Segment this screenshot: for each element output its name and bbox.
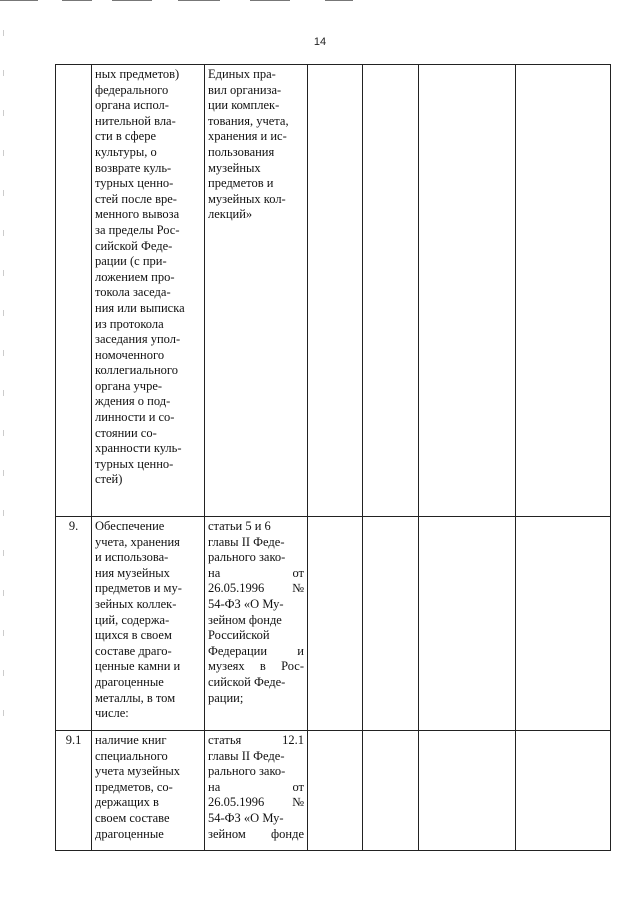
requirement-line: своем составе	[95, 810, 170, 825]
legal-basis-line: музеях в Рос-	[208, 659, 304, 674]
requirement-line: из протокола	[95, 316, 164, 331]
requirement-line: металлы, в том	[95, 690, 176, 705]
empty-cell	[308, 517, 363, 731]
legal-basis-line: ции комплек-	[208, 98, 280, 113]
empty-cell	[419, 517, 516, 731]
requirement-line: токола заседа-	[95, 285, 171, 300]
requirement-line: держащих в	[95, 795, 159, 810]
requirement-line: турных ценно-	[95, 456, 174, 471]
legal-basis-line: лекций»	[208, 207, 253, 222]
legal-basis-line: главы II Феде-	[208, 748, 285, 763]
legal-basis-line: хранения и ис-	[208, 129, 287, 144]
requirement-line: коллегиального	[95, 363, 178, 378]
requirement-line: органа учре-	[95, 378, 163, 393]
requirement-line: менного вывоза	[95, 207, 180, 222]
requirement-line: специального	[95, 748, 168, 763]
legal-basis-line: Российской	[208, 628, 270, 643]
requirement-cell	[92, 65, 205, 517]
requirement-line: учета, хранения	[95, 534, 180, 549]
requirement-line: нительной вла-	[95, 113, 176, 128]
legal-basis-cell	[205, 517, 308, 731]
legal-basis-line: статья 12.1	[208, 733, 304, 747]
empty-cell	[308, 731, 363, 851]
requirement-line: наличие книг	[95, 733, 167, 747]
requirement-line: хранности куль-	[95, 441, 182, 456]
requirement-line: стей)	[95, 472, 123, 487]
legal-basis-line: 54-ФЗ «О Му-	[208, 810, 284, 825]
requirement-cell	[92, 731, 205, 851]
table-row	[56, 517, 611, 731]
scan-left-edge	[3, 30, 4, 730]
row-number: 9.	[56, 517, 92, 731]
requirements-table	[55, 64, 611, 851]
empty-cell	[419, 65, 516, 517]
requirement-line: драгоценные	[95, 826, 164, 841]
requirement-line: ных предметов)	[95, 67, 180, 81]
empty-cell	[363, 65, 419, 517]
requirement-line: учета музейных	[95, 764, 181, 779]
requirement-line: предметов и му-	[95, 581, 182, 596]
legal-basis-line: 26.05.1996 №	[208, 795, 304, 810]
requirement-line: заседания упол-	[95, 332, 181, 347]
requirement-line: сийской Феде-	[95, 238, 173, 253]
requirement-line: за пределы Рос-	[95, 222, 180, 237]
requirement-line: предметов, со-	[95, 779, 173, 794]
legal-basis-line: вил организа-	[208, 82, 282, 97]
legal-basis-line: тования, учета,	[208, 113, 289, 128]
requirement-line: номоченного	[95, 347, 165, 362]
requirement-line: составе драго-	[95, 643, 172, 658]
requirement-line: ждения о под-	[95, 394, 171, 409]
requirement-line: турных ценно-	[95, 176, 174, 191]
row-number: 9.1	[56, 731, 92, 851]
requirement-line: культуры, о	[95, 144, 157, 159]
legal-basis-line: Федерации и	[208, 643, 304, 658]
legal-basis-line: зейном фонде	[208, 826, 304, 841]
empty-cell	[363, 731, 419, 851]
requirement-line: органа испол-	[95, 98, 169, 113]
page-number: 14	[313, 36, 327, 48]
empty-cell	[419, 731, 516, 851]
legal-basis-line: 54-ФЗ «О Му-	[208, 596, 284, 611]
requirement-line: зейных коллек-	[95, 596, 177, 611]
table-row	[56, 731, 611, 851]
legal-basis-line: музейных	[208, 160, 261, 175]
empty-cell	[516, 517, 611, 731]
requirement-line: возврате куль-	[95, 160, 172, 175]
legal-basis-line: зейном фонде	[208, 612, 282, 627]
legal-basis-line: главы II Феде-	[208, 534, 285, 549]
requirement-line: щихся в своем	[95, 628, 172, 643]
legal-basis-line: Единых пра-	[208, 67, 276, 81]
requirement-line: ций, содержа-	[95, 612, 170, 627]
requirement-line: сти в сфере	[95, 129, 156, 144]
requirement-line: стей после вре-	[95, 191, 177, 206]
table-row	[56, 65, 611, 517]
requirement-line: ния музейных	[95, 565, 170, 580]
legal-basis-line: статьи 5 и 6	[208, 519, 271, 533]
requirement-line: ложением про-	[95, 269, 175, 284]
legal-basis-line: 26.05.1996 №	[208, 581, 304, 596]
legal-basis-line: рации;	[208, 690, 244, 705]
requirement-line: числе:	[95, 706, 129, 721]
empty-cell	[516, 731, 611, 851]
empty-cell	[516, 65, 611, 517]
requirement-line: рации (с при-	[95, 254, 167, 269]
legal-basis-line: сийской Феде-	[208, 674, 286, 689]
requirement-line: линности и со-	[95, 410, 175, 425]
legal-basis-line: рального зако-	[208, 764, 286, 779]
scan-edge-marks	[0, 0, 640, 4]
legal-basis-line: на от	[208, 779, 304, 794]
empty-cell	[308, 65, 363, 517]
requirement-line: Обеспечение	[95, 519, 165, 533]
requirement-line: и использова-	[95, 550, 169, 565]
legal-basis-line: на от	[208, 565, 304, 580]
requirement-line: ния или выписка	[95, 300, 185, 315]
requirement-line: ценные камни и	[95, 659, 181, 674]
legal-basis-cell	[205, 731, 308, 851]
requirement-cell	[92, 517, 205, 731]
legal-basis-line: рального зако-	[208, 550, 286, 565]
requirement-line: федерального	[95, 82, 169, 97]
legal-basis-cell	[205, 65, 308, 517]
requirement-line: драгоценные	[95, 674, 164, 689]
row-number	[56, 65, 92, 517]
requirement-line: стоянии со-	[95, 425, 157, 440]
legal-basis-line: предметов и	[208, 176, 274, 191]
legal-basis-line: музейных кол-	[208, 191, 286, 206]
legal-basis-line: пользования	[208, 144, 275, 159]
empty-cell	[363, 517, 419, 731]
